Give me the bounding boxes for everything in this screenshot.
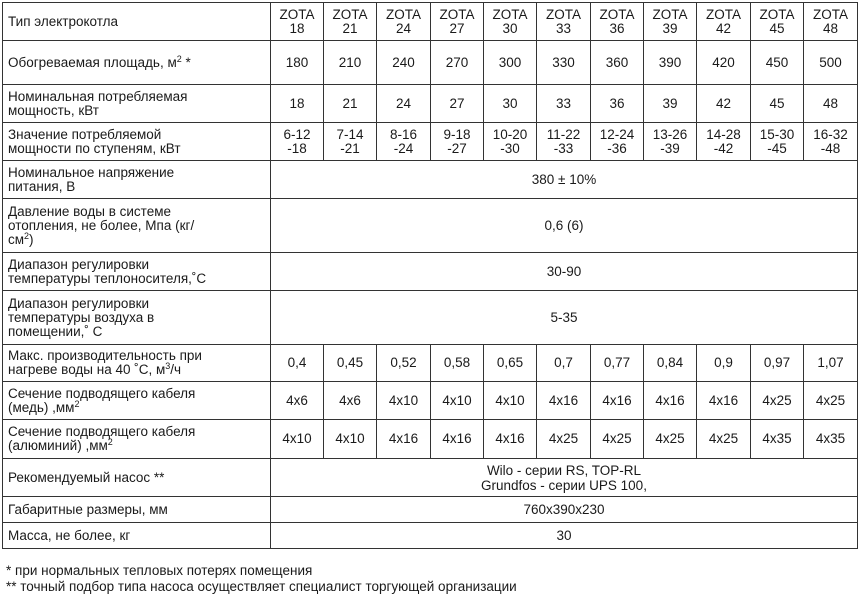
model-cell: ZOTA 24 bbox=[377, 3, 431, 41]
value-cell: 36 bbox=[591, 85, 644, 123]
row-label: Значение потребляемой мощности по ступеням, кВт bbox=[3, 123, 271, 161]
value-cell: Wilo - серии RS, TOP-RL Grundfos - серии UPS 100, bbox=[271, 459, 858, 497]
footnote: ** точный подбор типа насоса осуществляет специалист торгующей организации bbox=[6, 579, 517, 594]
value-cell: 210 bbox=[324, 41, 377, 85]
model-cell: ZOTA 48 bbox=[804, 3, 858, 41]
value-cell: 10-20 -30 bbox=[484, 123, 537, 161]
value-cell: 4х10 bbox=[271, 420, 324, 459]
row-pressure bbox=[3, 199, 858, 253]
value-cell: 4х25 bbox=[751, 382, 804, 420]
row-label: Сечение подводящего кабеля (медь) $,мм^2$ bbox=[3, 382, 271, 420]
value-cell: 4х16 bbox=[431, 420, 484, 459]
value-cell: 30-90 bbox=[271, 253, 858, 291]
value-cell: 45 bbox=[751, 85, 804, 123]
value-cell: 0,65 bbox=[484, 345, 537, 382]
row-label: Макс. производительность при нагреве воды на 40 ˚С, $м^3/ч$ bbox=[3, 345, 271, 382]
value-cell: 4х6 bbox=[271, 382, 324, 420]
value-cell: 42 bbox=[697, 85, 751, 123]
value-cell: 4х35 bbox=[804, 420, 858, 459]
value-cell: 6-12 -18 bbox=[271, 123, 324, 161]
value-cell: 270 bbox=[431, 41, 484, 85]
value-cell: 11-22 -33 bbox=[537, 123, 591, 161]
value-cell: 0,7 bbox=[537, 345, 591, 382]
value-cell: 0,77 bbox=[591, 345, 644, 382]
row-productivity bbox=[3, 345, 858, 382]
row-air bbox=[3, 291, 858, 345]
value-cell: 9-18 -27 bbox=[431, 123, 484, 161]
value-cell: 24 bbox=[377, 85, 431, 123]
row-dimensions bbox=[3, 497, 858, 523]
value-cell: 4х10 bbox=[431, 382, 484, 420]
value-cell: 4х16 bbox=[377, 420, 431, 459]
row-label: Масса, не более, кг bbox=[3, 523, 271, 549]
value-cell: 300 bbox=[484, 41, 537, 85]
row-label: Рекомендуемый насос ** bbox=[3, 459, 271, 497]
value-cell: 0,52 bbox=[377, 345, 431, 382]
row-label: Сечение подводящего кабеля (алюминий) $,мм^2$ bbox=[3, 420, 271, 459]
value-cell: 0,58 bbox=[431, 345, 484, 382]
model-cell: ZOTA 36 bbox=[591, 3, 644, 41]
row-voltage bbox=[3, 161, 858, 199]
value-cell: 15-30 -45 bbox=[751, 123, 804, 161]
value-cell: 390 bbox=[644, 41, 697, 85]
value-cell: 30 bbox=[484, 85, 537, 123]
value-cell: 760х390х230 bbox=[271, 497, 858, 523]
value-cell: 14-28 -42 bbox=[697, 123, 751, 161]
model-cell: ZOTA 42 bbox=[697, 3, 751, 41]
row-label: Габаритные размеры, мм bbox=[3, 497, 271, 523]
row-cable-copper bbox=[3, 382, 858, 420]
footnotes bbox=[6, 563, 517, 595]
row-mass bbox=[3, 523, 858, 549]
value-cell: 39 bbox=[644, 85, 697, 123]
value-cell: 7-14 -21 bbox=[324, 123, 377, 161]
value-cell: 4х10 bbox=[377, 382, 431, 420]
value-cell: 4х16 bbox=[591, 382, 644, 420]
model-cell: ZOTA 27 bbox=[431, 3, 484, 41]
header-title: Тип электрокотла bbox=[3, 3, 271, 41]
value-cell: 180 bbox=[271, 41, 324, 85]
row-label: Номинальная потребляемая мощность, кВт bbox=[3, 85, 271, 123]
value-cell: 4х16 bbox=[697, 382, 751, 420]
value-cell: 4х10 bbox=[324, 420, 377, 459]
row-label: Давление воды в системе отопления, не более, Мпа (кг/ $см^2$) bbox=[3, 199, 271, 253]
value-cell: 12-24 -36 bbox=[591, 123, 644, 161]
value-cell: 33 bbox=[537, 85, 591, 123]
value-cell: 4х25 bbox=[804, 382, 858, 420]
value-cell: 0,84 bbox=[644, 345, 697, 382]
value-cell: 360 bbox=[591, 41, 644, 85]
value-cell: 0,9 bbox=[697, 345, 751, 382]
row-label: Обогреваемая площадь, $м^2$ * bbox=[3, 41, 271, 85]
value-cell: 420 bbox=[697, 41, 751, 85]
row-power bbox=[3, 85, 858, 123]
value-cell: 4х35 bbox=[751, 420, 804, 459]
row-pump bbox=[3, 459, 858, 497]
value-cell: 4х10 bbox=[484, 382, 537, 420]
value-cell: 0,6 (6) bbox=[271, 199, 858, 253]
row-coolant bbox=[3, 253, 858, 291]
footnote: * при нормальных тепловых потерях помещения bbox=[6, 563, 313, 578]
value-cell: 330 bbox=[537, 41, 591, 85]
value-cell: 8-16 -24 bbox=[377, 123, 431, 161]
value-cell: 21 bbox=[324, 85, 377, 123]
value-cell: 18 bbox=[271, 85, 324, 123]
value-cell: 13-26 -39 bbox=[644, 123, 697, 161]
row-cable-aluminium bbox=[3, 420, 858, 459]
value-cell: 4х25 bbox=[697, 420, 751, 459]
value-cell: 380 ± 10% bbox=[271, 161, 858, 199]
model-cell: ZOTA 45 bbox=[751, 3, 804, 41]
specs-table bbox=[2, 2, 858, 549]
row-steps bbox=[3, 123, 858, 161]
row-label: Диапазон регулировки температуры воздуха в помещении,˚ С bbox=[3, 291, 271, 345]
value-cell: 5-35 bbox=[271, 291, 858, 345]
value-cell: 48 bbox=[804, 85, 858, 123]
model-cell: ZOTA 18 bbox=[271, 3, 324, 41]
value-cell: 500 bbox=[804, 41, 858, 85]
value-cell: 0,45 bbox=[324, 345, 377, 382]
model-cell: ZOTA 21 bbox=[324, 3, 377, 41]
value-cell: 0,97 bbox=[751, 345, 804, 382]
value-cell: 450 bbox=[751, 41, 804, 85]
value-cell: 4х16 bbox=[484, 420, 537, 459]
value-cell: 4х16 bbox=[644, 382, 697, 420]
row-label: Номинальное напряжение питания, В bbox=[3, 161, 271, 199]
value-cell: 4х25 bbox=[537, 420, 591, 459]
value-cell: 240 bbox=[377, 41, 431, 85]
value-cell: 30 bbox=[271, 523, 858, 549]
model-cell: ZOTA 39 bbox=[644, 3, 697, 41]
row-label: Диапазон регулировки температуры теплоносителя,˚С bbox=[3, 253, 271, 291]
header-row bbox=[3, 3, 858, 41]
value-cell: 1,07 bbox=[804, 345, 858, 382]
value-cell: 27 bbox=[431, 85, 484, 123]
value-cell: 4х16 bbox=[537, 382, 591, 420]
value-cell: 4х25 bbox=[591, 420, 644, 459]
value-cell: 0,4 bbox=[271, 345, 324, 382]
model-cell: ZOTA 30 bbox=[484, 3, 537, 41]
value-cell: 16-32 -48 bbox=[804, 123, 858, 161]
value-cell: 4х25 bbox=[644, 420, 697, 459]
model-cell: ZOTA 33 bbox=[537, 3, 591, 41]
row-area bbox=[3, 41, 858, 85]
value-cell: 4х6 bbox=[324, 382, 377, 420]
